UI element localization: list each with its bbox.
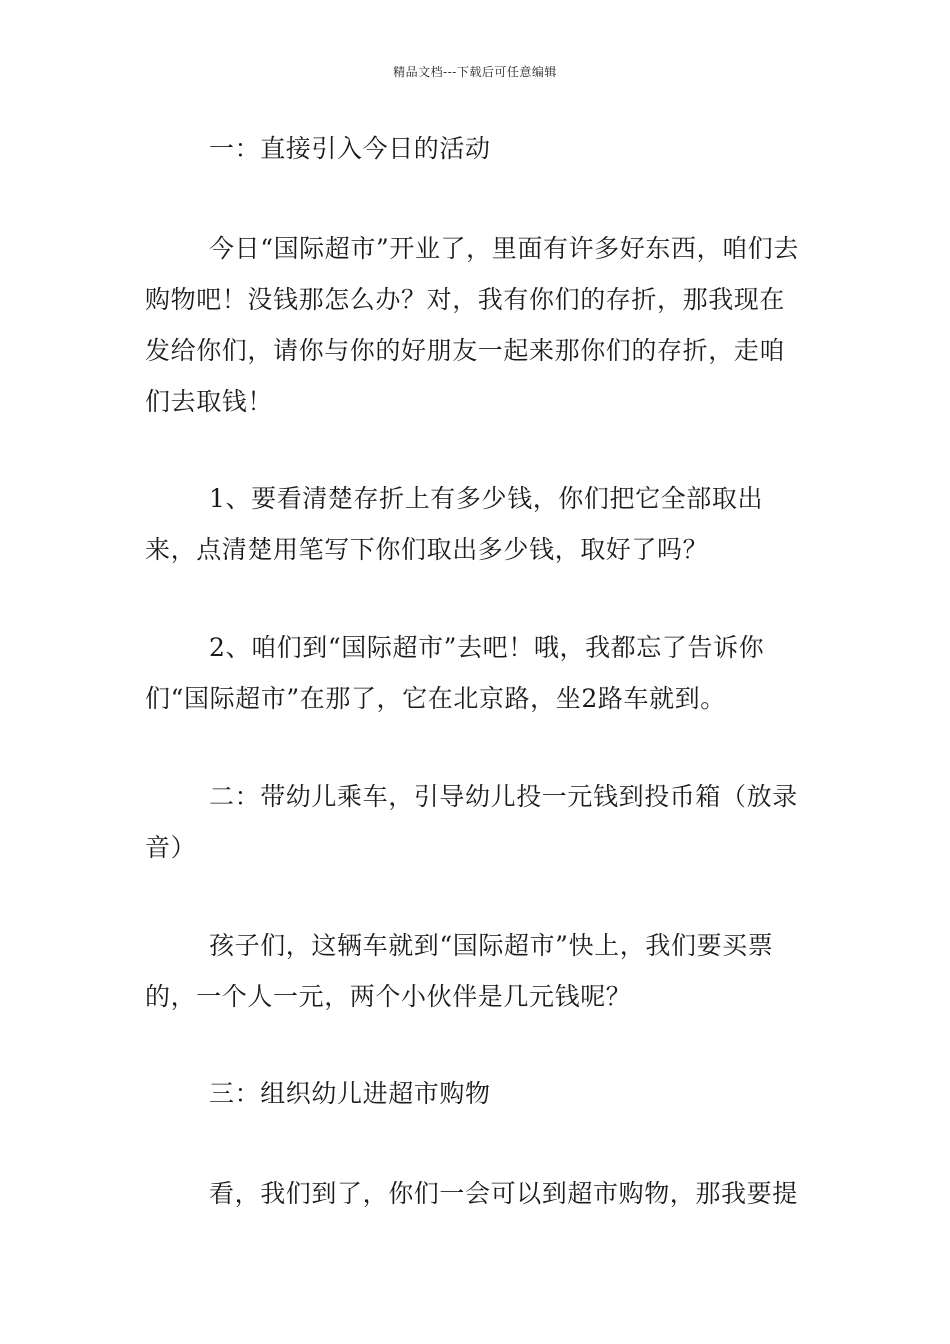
paragraph-bus: 孩子们，这辆车就到“国际超市”快上，我们要买票的，一个人一元，两个小伙伴是几元钱呢？ — [145, 931, 774, 1011]
page-header: 精品文档---下载后可任意编辑 — [393, 65, 557, 79]
paragraph-step-1: 1、要看清楚存折上有多少钱，你们把它全部取出来，点清楚用笔写下你们取出多少钱，取好了吗？ — [145, 484, 764, 564]
paragraph-step-2: 2、咱们到“国际超市”去吧！哦，我都忘了告诉你们“国际超市”在那了，它在北京路，坐2路车就到。 — [145, 633, 765, 713]
paragraph-arrival: 看，我们到了，你们一会可以到超市购物，那我要提 — [209, 1179, 798, 1208]
section-heading-1: 一：直接引入今日的活动 — [209, 134, 491, 163]
paragraph-intro: 今日“国际超市”开业了，里面有许多好东西，咱们去购物吧！没钱那怎么办？对，我有你们的存折，那我现在发给你们，请你与你的好朋友一起来那你们的存折，走咱们去取钱！ — [145, 234, 799, 416]
section-heading-2: 二：带幼儿乘车，引导幼儿投一元钱到投币箱（放录音） — [145, 782, 798, 862]
section-heading-3: 三：组织幼儿进超市购物 — [209, 1079, 491, 1108]
